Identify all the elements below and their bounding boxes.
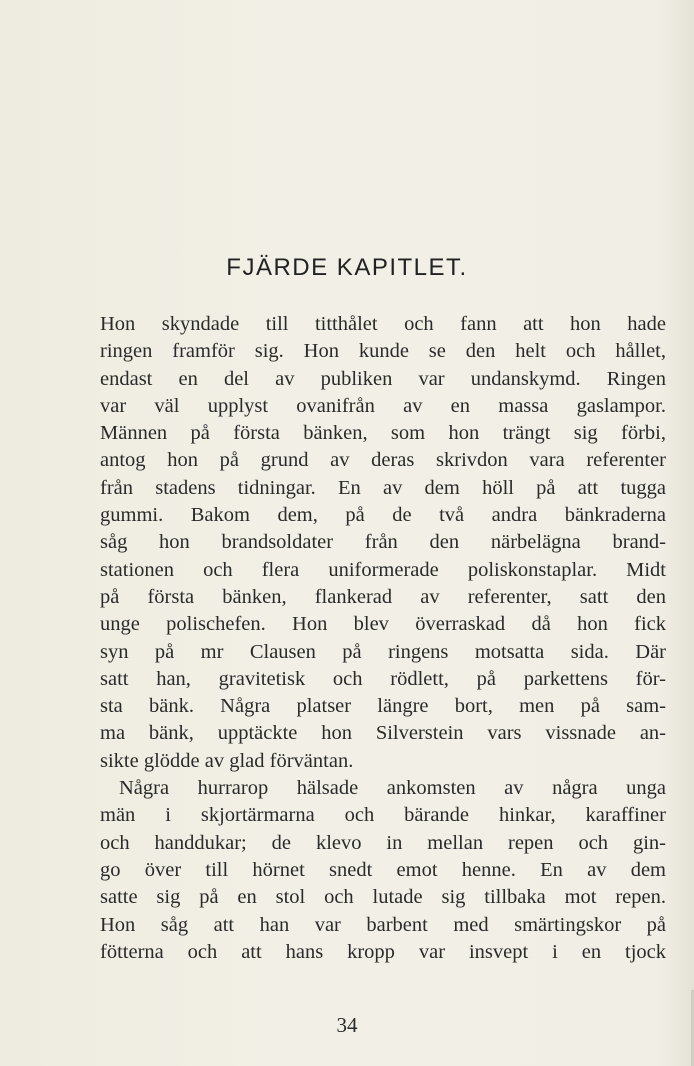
text-line: ma bänk, upptäckte hon Silverstein vars vissnade an- [100, 722, 666, 745]
text-line: var väl upplyst ovanifrån av en massa gaslampor. [100, 394, 666, 417]
text-line: och handdukar; de klevo in mellan repen och gin- [100, 831, 666, 854]
text-line: såg hon brandsoldater från den närbelägna brand- [100, 531, 666, 554]
text-line: ringen framför sig. Hon kunde se den helt och hållet, [100, 340, 666, 363]
text-line: satte sig på en stol och lutade sig tillbaka mot repen. [100, 886, 666, 909]
text-line: Några hurrarop hälsade ankomsten av några unga [119, 777, 666, 800]
text-line: från stadens tidningar. En av dem höll på att tugga [100, 476, 666, 499]
text-line: stationen och flera uniformerade poliskonstaplar. Midt [100, 558, 666, 581]
text-line: sikte glödde av glad förväntan. [100, 749, 354, 772]
text-line: Hon såg att han var barbent med smärtingskor på [100, 913, 666, 936]
text-line: Männen på första bänken, som hon trängt sig förbi, [100, 422, 666, 445]
text-line: antog hon på grund av deras skrivdon vara referenter [100, 449, 666, 472]
text-line: män i skjortärmarna och bärande hinkar, karaffiner [100, 804, 666, 827]
page-number: 34 [336, 1013, 358, 1037]
chapter-title: FJÄRDE KAPITLET. [226, 254, 468, 281]
text-line: på första bänken, flankerad av referenter, satt den [100, 585, 666, 608]
text-line: fötterna och att hans kropp var insvept i en tjock [100, 940, 666, 963]
text-line: sta bänk. Några platser längre bort, men på sam- [100, 695, 666, 718]
text-line: endast en del av publiken var undanskymd. Ringen [100, 367, 666, 390]
text-line: Hon skyndade till titthålet och fann att hon hade [100, 313, 666, 335]
text-line: go över till hörnet snedt emot henne. En av dem [100, 858, 666, 881]
body-text [100, 311, 666, 966]
text-line: syn på mr Clausen på ringens motsatta sida. Där [100, 640, 666, 663]
text-line: gummi. Bakom dem, på de två andra bänkraderna [100, 504, 666, 527]
text-line: unge polischefen. Hon blev överraskad då hon fick [100, 613, 666, 636]
text-line: satt han, gravitetisk och rödlett, på parkettens för- [100, 667, 666, 690]
